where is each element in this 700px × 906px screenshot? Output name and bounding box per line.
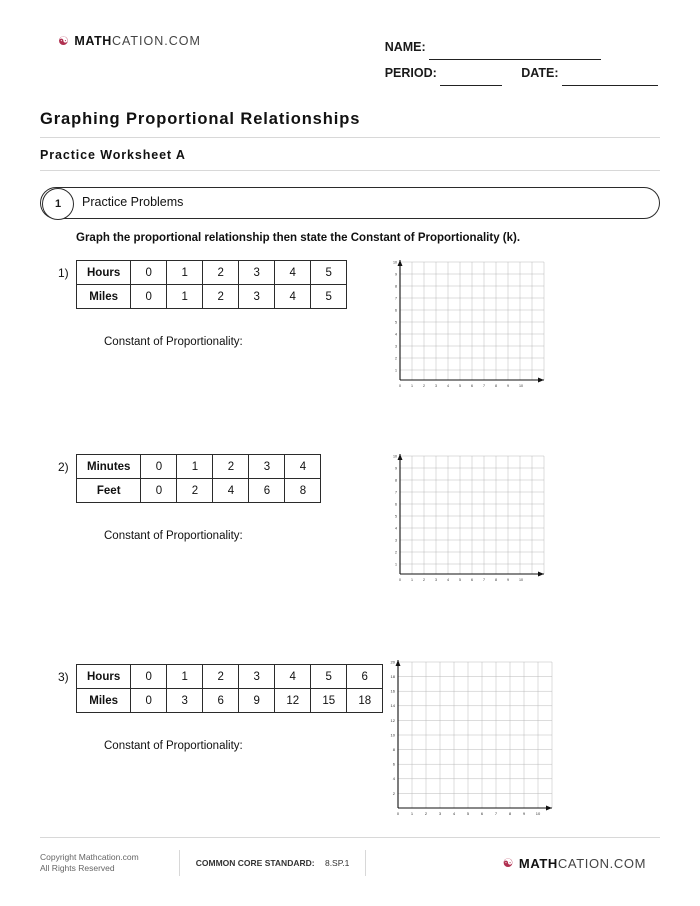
svg-text:2: 2 — [392, 790, 395, 796]
problem-3-table — [76, 664, 383, 713]
svg-text:10: 10 — [390, 732, 395, 738]
svg-text:3: 3 — [435, 578, 437, 582]
svg-text:4: 4 — [447, 384, 449, 388]
coordinate-grid — [384, 256, 564, 404]
svg-text:12: 12 — [390, 717, 395, 723]
svg-text:2: 2 — [395, 550, 397, 555]
svg-text:5: 5 — [466, 811, 470, 816]
problem-3-graph — [378, 656, 578, 833]
table-row — [77, 261, 347, 285]
problem-3-number: 3) — [58, 670, 69, 684]
problem-1-graph — [384, 256, 564, 409]
svg-text:1: 1 — [395, 562, 397, 567]
cell: 15 — [311, 689, 347, 713]
svg-text:9: 9 — [395, 466, 397, 471]
table-row — [77, 665, 383, 689]
svg-text:0: 0 — [399, 384, 401, 388]
svg-text:6: 6 — [471, 384, 473, 388]
svg-text:8: 8 — [392, 747, 395, 752]
svg-text:4: 4 — [447, 578, 449, 582]
svg-text:1: 1 — [411, 578, 413, 582]
coordinate-grid — [384, 450, 564, 598]
svg-text:18: 18 — [390, 674, 395, 679]
svg-text:7: 7 — [483, 578, 485, 582]
svg-text:0: 0 — [399, 578, 401, 582]
svg-text:10: 10 — [393, 260, 397, 265]
problem-2-graph — [384, 450, 564, 603]
svg-text:4: 4 — [395, 332, 397, 337]
svg-text:2: 2 — [395, 356, 397, 361]
cell: 3 — [239, 285, 275, 309]
row-label: Minutes — [77, 455, 141, 479]
brand-name-part1: MATH — [74, 34, 112, 48]
name-input-line[interactable] — [429, 46, 601, 60]
svg-text:9: 9 — [507, 578, 509, 582]
svg-text:5: 5 — [395, 320, 397, 325]
page-title: Graphing Proportional Relationships — [40, 110, 361, 128]
cell: 3 — [167, 689, 203, 713]
lightbulb-icon: ☯ — [58, 34, 70, 48]
cell: 4 — [285, 455, 321, 479]
row-label: Hours — [77, 261, 131, 285]
footer-divider — [40, 837, 660, 838]
problem-1-constant-label: Constant of Proportionality: — [104, 336, 243, 348]
cell: 1 — [177, 455, 213, 479]
svg-text:4: 4 — [452, 811, 456, 816]
svg-text:6: 6 — [395, 502, 397, 507]
svg-text:4: 4 — [392, 776, 395, 782]
svg-text:8: 8 — [508, 811, 512, 816]
svg-text:4: 4 — [395, 526, 397, 531]
student-info-fields — [385, 34, 660, 86]
problem-3-constant-label: Constant of Proportionality: — [104, 740, 243, 752]
svg-text:1: 1 — [410, 811, 414, 816]
table-row — [77, 479, 321, 503]
standard-code: 8.SP.1 — [324, 858, 350, 868]
cell: 12 — [275, 689, 311, 713]
svg-text:9: 9 — [507, 384, 509, 388]
svg-text:6: 6 — [480, 811, 484, 816]
problem-2-constant-label: Constant of Proportionality: — [104, 530, 243, 542]
cell: 3 — [239, 261, 275, 285]
cell: 1 — [167, 665, 203, 689]
coordinate-grid — [378, 656, 578, 828]
cell: 1 — [167, 285, 203, 309]
page-subtitle: Practice Worksheet A — [40, 148, 186, 162]
svg-text:6: 6 — [471, 578, 473, 582]
problem-2 — [40, 454, 660, 614]
cell: 3 — [239, 665, 275, 689]
name-label: NAME: — [384, 40, 426, 54]
cell: 2 — [203, 285, 239, 309]
svg-text:9: 9 — [522, 811, 526, 816]
cell: 0 — [131, 689, 167, 713]
svg-text:3: 3 — [435, 384, 437, 388]
table-row — [77, 285, 347, 309]
cell: 2 — [203, 261, 239, 285]
common-core-standard — [179, 850, 367, 876]
instruction-text: Graph the proportional relationship then state the Constant of Proportionality (k). — [76, 232, 521, 244]
date-label: DATE: — [521, 66, 559, 80]
period-input-line[interactable] — [440, 72, 502, 86]
svg-text:7: 7 — [395, 296, 397, 301]
svg-text:3: 3 — [395, 538, 397, 543]
cell: 5 — [311, 285, 347, 309]
svg-text:10: 10 — [393, 454, 397, 459]
table-row — [77, 689, 383, 713]
subtitle-divider — [40, 170, 660, 171]
svg-text:7: 7 — [395, 490, 397, 495]
svg-text:2: 2 — [423, 384, 425, 388]
period-date-row — [385, 60, 658, 86]
cell: 2 — [177, 479, 213, 503]
problem-2-number: 2) — [58, 460, 69, 474]
row-label: Miles — [77, 285, 131, 309]
page-header — [40, 0, 660, 86]
cell: 1 — [167, 261, 203, 285]
cell: 0 — [131, 665, 167, 689]
problem-1 — [40, 260, 660, 420]
cell: 18 — [347, 689, 383, 713]
svg-text:1: 1 — [395, 368, 397, 373]
svg-text:8: 8 — [395, 284, 397, 289]
cell: 6 — [249, 479, 285, 503]
problem-2-table — [76, 454, 321, 503]
svg-text:8: 8 — [395, 478, 397, 483]
brand-logo — [40, 34, 201, 48]
row-label: Feet — [77, 479, 141, 503]
section-header — [40, 187, 660, 219]
cell: 0 — [131, 285, 167, 309]
page-footer — [40, 846, 660, 880]
cell: 3 — [249, 455, 285, 479]
svg-text:6: 6 — [395, 308, 397, 313]
section-number-badge: 1 — [42, 188, 74, 220]
svg-text:3: 3 — [395, 344, 397, 349]
svg-text:5: 5 — [395, 514, 397, 519]
svg-text:6: 6 — [392, 761, 395, 767]
name-row — [385, 34, 658, 60]
svg-text:2: 2 — [423, 578, 425, 582]
cell: 9 — [239, 689, 275, 713]
lightbulb-icon: ☯ — [502, 856, 514, 870]
cell: 6 — [347, 665, 383, 689]
svg-text:7: 7 — [494, 811, 498, 816]
svg-text:7: 7 — [483, 384, 485, 388]
svg-text:1: 1 — [411, 384, 413, 388]
cell: 0 — [141, 479, 177, 503]
cell: 0 — [141, 455, 177, 479]
footer-brand-logo — [503, 856, 660, 871]
svg-text:10: 10 — [519, 578, 523, 582]
copyright-line-1: Copyright Mathcation.com — [40, 852, 139, 862]
svg-text:5: 5 — [459, 578, 461, 582]
title-divider — [40, 137, 660, 138]
problem-3 — [40, 659, 660, 844]
svg-text:0: 0 — [396, 811, 400, 816]
svg-text:10: 10 — [535, 811, 541, 816]
cell: 4 — [275, 665, 311, 689]
svg-text:3: 3 — [438, 811, 442, 816]
row-label: Miles — [77, 689, 131, 713]
svg-text:20: 20 — [390, 659, 395, 665]
brand-name-part2: CATION.COM — [111, 34, 201, 48]
cell: 2 — [203, 665, 239, 689]
cell: 4 — [275, 261, 311, 285]
svg-text:14: 14 — [390, 703, 395, 709]
section-label: Practice Problems — [82, 195, 184, 209]
svg-text:10: 10 — [519, 384, 523, 388]
footer-brand-part2: CATION.COM — [557, 855, 646, 871]
row-label: Hours — [77, 665, 131, 689]
svg-text:2: 2 — [424, 811, 428, 816]
cell: 6 — [203, 689, 239, 713]
cell: 2 — [213, 455, 249, 479]
cell: 5 — [311, 665, 347, 689]
table-row — [77, 455, 321, 479]
footer-brand-part1: MATH — [518, 855, 558, 871]
date-input-line[interactable] — [562, 72, 658, 86]
svg-text:5: 5 — [459, 384, 461, 388]
copyright-line-2: All Rights Reserved — [40, 863, 115, 873]
problem-1-number: 1) — [58, 266, 69, 280]
svg-text:8: 8 — [495, 384, 497, 388]
svg-text:16: 16 — [390, 688, 395, 694]
problem-1-table — [76, 260, 347, 309]
cell: 4 — [213, 479, 249, 503]
svg-text:8: 8 — [495, 578, 497, 582]
cell: 0 — [131, 261, 167, 285]
svg-text:9: 9 — [395, 272, 397, 277]
period-label: PERIOD: — [384, 66, 437, 80]
cell: 8 — [285, 479, 321, 503]
standard-label: COMMON CORE STANDARD: — [195, 858, 315, 868]
cell: 4 — [275, 285, 311, 309]
copyright-block — [40, 852, 139, 874]
cell: 5 — [311, 261, 347, 285]
